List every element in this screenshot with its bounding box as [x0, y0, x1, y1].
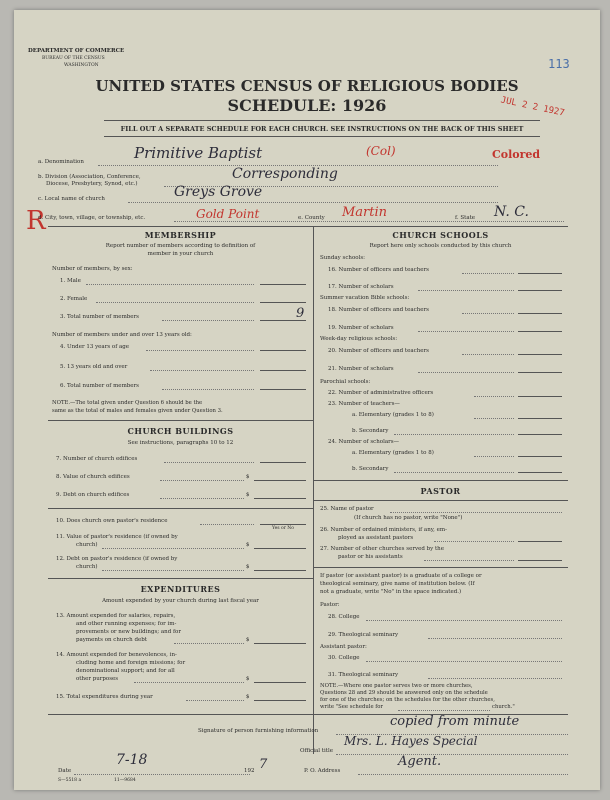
membership-note-2: same as the total of males and females given under Question 3. [52, 408, 223, 414]
po-address-value: Agent. [398, 754, 442, 769]
form-number: S—5518 a [58, 778, 82, 783]
bureau-label: BUREAU OF THE CENSUS [42, 56, 105, 61]
q14-label-2: cluding home and foreign missions; for [76, 660, 186, 666]
q6-label: 6. Total number of members [60, 383, 140, 389]
r-mark: R [26, 206, 46, 236]
parochial-schools-label: Parochial schools: [320, 379, 371, 385]
division-label-2: Diocese, Presbytery, Synod, etc.) [46, 181, 138, 187]
po-address-label: P. O. Address [304, 768, 341, 774]
q13-label-1: 13. Amount expended for salaries, repairs, [56, 613, 176, 619]
weekday-schools-label: Week-day religious schools: [320, 336, 398, 342]
q15-dollar: $ [246, 694, 250, 700]
city-label: WASHINGTON [64, 63, 99, 68]
pastor-note-5: church." [492, 704, 515, 710]
q12-dollar: $ [246, 564, 250, 570]
q8-label: 8. Value of church edifices [56, 474, 130, 480]
pastor-label: Pastor: [320, 602, 340, 608]
form-code: 11—9684 [114, 778, 136, 783]
q1-label: 1. Male [60, 278, 81, 284]
pastor-note-4: write "See schedule for [320, 704, 383, 710]
q9-dollar: $ [246, 492, 250, 498]
q12-label-1: 12. Debt on pastor's residence (if owned by [56, 556, 178, 562]
q21-label: 21. Number of scholars [328, 366, 394, 372]
membership-sub-2: member in your church [147, 251, 214, 257]
denomination-value: Primitive Baptist [134, 144, 263, 162]
q31-label: 31. Theological seminary [328, 672, 399, 678]
year-value: 7 [259, 757, 268, 772]
denomination-label: a. Denomination [38, 159, 84, 165]
graduate-note-1: If pastor (or assistant pastor) is a graduate of a college or [320, 573, 482, 579]
q16-label: 16. Number of officers and teachers [328, 267, 429, 273]
city-township-value: Gold Point [196, 207, 260, 221]
county-label: e. County [298, 215, 325, 221]
q5-label: 5. 13 years old and over [60, 364, 128, 370]
denomination-extra: (Col) [366, 144, 396, 158]
q13-label-3: provements or new buildings; and for [76, 629, 181, 635]
q7-label: 7. Number of church edifices [56, 456, 138, 462]
q13-label-2: and other running expenses; for im- [76, 621, 177, 627]
division-label: b. Division (Association, Conference, [38, 174, 141, 180]
q24-label: 24. Number of scholars— [328, 439, 400, 445]
q26-label-1: 26. Number of ordained ministers, if any, em- [320, 527, 447, 533]
graduate-note-2: theological seminary, give name of institution below. (If [320, 581, 475, 587]
summer-schools-label: Summer vacation Bible schools: [320, 295, 410, 301]
q28-label: 28. College [328, 614, 360, 620]
pastor-note-1: NOTE.—Where one pastor serves two or more churches, [320, 683, 473, 689]
q29-label: 29. Theological seminary [328, 632, 399, 638]
county-value: Martin [342, 205, 388, 220]
schedule-number: 113 [548, 57, 570, 71]
date-label: Date [58, 768, 72, 774]
q23-label: 23. Number of teachers— [328, 401, 400, 407]
signature-value: copied from minute [390, 714, 520, 729]
q19-label: 19. Number of scholars [328, 325, 394, 331]
q17-label: 17. Number of scholars [328, 284, 394, 290]
state-value: N. C. [494, 204, 529, 220]
year-label: 192 [244, 768, 255, 774]
form-title: UNITED STATES CENSUS OF RELIGIOUS BODIES [95, 77, 519, 95]
membership-note-1: NOTE.—The total given under Question 6 should be the [52, 400, 203, 406]
membership-heading: MEMBERSHIP [144, 230, 217, 240]
q25-label: 25. Name of pastor [320, 506, 374, 512]
local-name-label: c. Local name of church [38, 196, 105, 202]
q24b-label: b. Secondary [352, 466, 389, 472]
sunday-schools-label: Sunday schools: [320, 255, 366, 261]
q8-dollar: $ [246, 474, 250, 480]
q15-label: 15. Total expenditures during year [56, 694, 153, 700]
q11-dollar: $ [246, 542, 250, 548]
yes-no-label: Yes or No [272, 526, 294, 531]
q3-label: 3. Total number of members [60, 314, 140, 320]
date-value: 7-18 [116, 752, 148, 768]
division-value: Corresponding [232, 166, 338, 182]
under-over-label: Number of members under and over 13 years old: [52, 332, 192, 338]
state-label: f. State [455, 215, 476, 221]
signature-label: Signature of person furnishing information [198, 728, 319, 734]
q14-label-3: denominational support; and for all [76, 668, 175, 674]
q22-label: 22. Number of administrative officers [328, 390, 434, 396]
colored-stamp: Colored [492, 148, 541, 161]
expenditures-sub: Amount expended by your church during last fiscal year [102, 598, 259, 604]
city-township-label: d. City, town, village, or township, etc. [38, 215, 146, 221]
q27-label-1: 27. Number of other churches served by the [320, 546, 444, 552]
church-buildings-heading: CHURCH BUILDINGS [127, 426, 234, 436]
church-schools-heading: CHURCH SCHOOLS [392, 230, 489, 240]
q27-label-2: pastor or his assistants [338, 554, 403, 560]
q12-label-2: church) [76, 564, 98, 570]
official-title-value: Mrs. L. Hayes Special [344, 734, 478, 748]
q2-label: 2. Female [60, 296, 88, 302]
received-date-stamp: JUL 2 2 1927 [499, 95, 566, 119]
local-name-value: Greys Grove [174, 184, 263, 200]
pastor-note-2: Questions 28 and 29 should be answered only on the schedule [320, 690, 488, 696]
membership-sub-1: Report number of members according to definition of [105, 243, 256, 249]
form-schedule-year: SCHEDULE: 1926 [227, 96, 387, 115]
q25-note: (If church has no pastor, write "None") [354, 515, 463, 521]
department-label: DEPARTMENT OF COMMERCE [28, 48, 125, 54]
q18-label: 18. Number of officers and teachers [328, 307, 429, 313]
graduate-note-3: not a graduate, write "No" in the space indicated.) [320, 589, 462, 595]
q30-label: 30. College [328, 655, 360, 661]
q10-label: 10. Does church own pastor's residence [56, 518, 168, 524]
expenditures-heading: EXPENDITURES [140, 584, 221, 594]
q3-value: 9 [296, 306, 305, 321]
q14-dollar: $ [246, 676, 250, 682]
pastor-note-3: for one of the churches; on the schedules for the other churches, [320, 697, 495, 703]
q13-dollar: $ [246, 637, 250, 643]
q4-label: 4. Under 13 years of age [60, 344, 130, 350]
q11-label-2: church) [76, 542, 98, 548]
q11-label-1: 11. Value of pastor's residence (if owned by [56, 534, 178, 540]
census-schedule-paper [14, 10, 600, 790]
q20-label: 20. Number of officers and teachers [328, 348, 429, 354]
q13-label-4: payments on church debt [76, 637, 147, 643]
q9-label: 9. Debt on church edifices [56, 492, 130, 498]
q23a-label: a. Elementary (grades 1 to 8) [352, 412, 434, 418]
q23b-label: b. Secondary [352, 428, 389, 434]
instruction-banner: FILL OUT A SEPARATE SCHEDULE FOR EACH CHURCH. SEE INSTRUCTIONS ON THE BACK OF THIS SHEET [120, 125, 524, 133]
official-title-label: Official title [300, 748, 333, 754]
pastor-heading: PASTOR [420, 486, 461, 496]
assistant-pastor-label: Assistant pastor: [320, 644, 367, 650]
church-schools-sub: Report here only schools conducted by this church [369, 243, 512, 249]
q24a-label: a. Elementary (grades 1 to 8) [352, 450, 434, 456]
church-buildings-sub: See instructions, paragraphs 10 to 12 [127, 440, 234, 446]
q26-label-2: ployed as assistant pastors [338, 535, 414, 541]
q14-label-1: 14. Amount expended for benevolences, in- [56, 652, 177, 658]
members-by-sex-label: Number of members, by sex: [52, 266, 133, 272]
q14-label-4: other purposes [76, 676, 119, 682]
